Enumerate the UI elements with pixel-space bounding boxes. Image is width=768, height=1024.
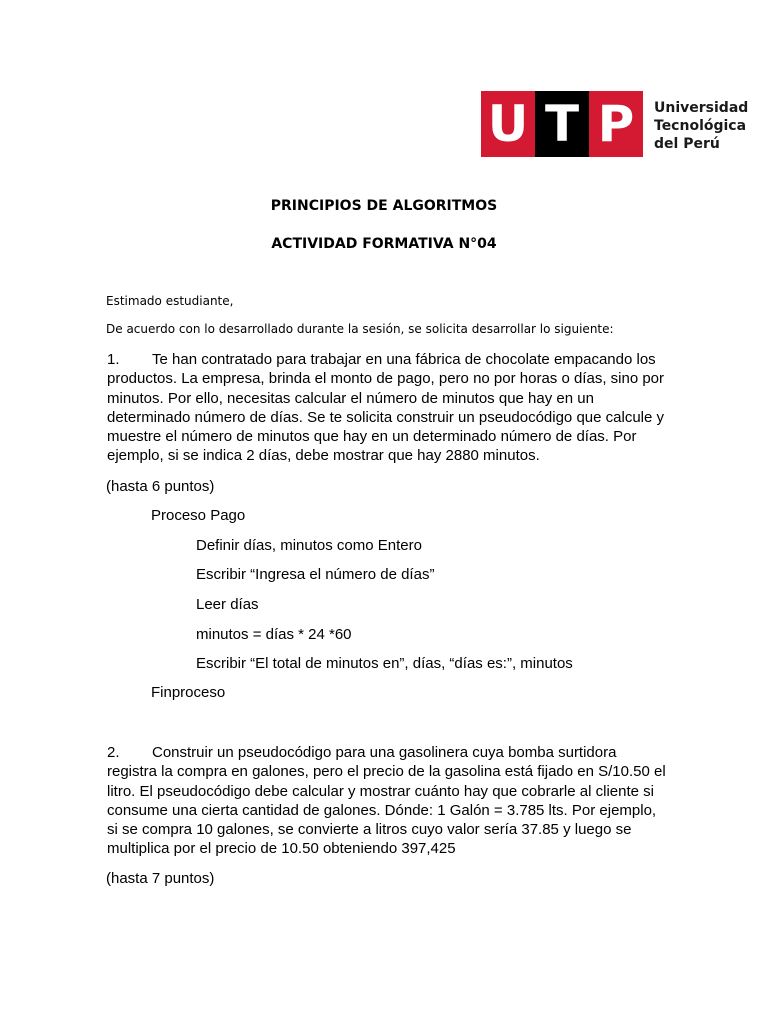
code-line: Leer días: [196, 596, 259, 613]
code-line: Definir días, minutos como Entero: [196, 537, 422, 554]
question-2-text: Construir un pseudocódigo para una gasolinera cuya bomba surtidora registra la compra en galones, pero el precio de la gasolina está fijado en S/10.50 el litro. El pseudocódigo debe calcular y mostrar cuánto hay que cobrarle al cliente si consume una cierta cantidad de galones. Dónde: 1 Galón = 3.785 lts. Por ejemplo, si se compra 10 galones, se convierte a litros cuyo valor sería 37.85 y luego se multiplica por el precio de 10.50 obteniendo 397,425: [107, 744, 666, 858]
question-2-points: (hasta 7 puntos): [106, 870, 215, 887]
code-start: Proceso Pago: [151, 507, 246, 524]
course-title: PRINCIPIOS DE ALGORITMOS: [270, 198, 498, 214]
logo-letter-u: U: [481, 91, 535, 157]
logo-university-name: [654, 99, 748, 153]
code-end: Finproceso: [151, 684, 226, 701]
logo-name-line-3: del Perú: [654, 136, 720, 152]
logo-name-line-2: Tecnológica: [654, 118, 747, 134]
question-2: [107, 743, 667, 859]
code-line: Escribir “Ingresa el número de días”: [196, 566, 435, 583]
question-1-number: 1.: [107, 351, 120, 368]
greeting: Estimado estudiante,: [106, 294, 234, 308]
question-1-points: (hasta 6 puntos): [106, 478, 215, 495]
question-1-text: Te han contratado para trabajar en una fábrica de chocolate empacando los productos. La empresa, brinda el monto de pago, pero no por horas o días, sino por minutos. Por ello, necesitas calcular el número de minutos que hay en un determinado número de días. Se te solicita construir un pseudocódigo que calcule y muestre el número de minutos que hay en un determinado número de días. Por ejemplo, si se indica 2 días, debe mostrar que hay 2880 minutos.: [107, 351, 665, 465]
logo-letter-t: T: [535, 91, 589, 157]
logo-name-line-1: Universidad: [654, 100, 749, 116]
code-line: minutos = días * 24 *60: [196, 626, 352, 643]
activity-title: ACTIVIDAD FORMATIVA N°04: [271, 236, 497, 252]
instruction: De acuerdo con lo desarrollado durante la sesión, se solicita desarrollar lo siguiente:: [106, 322, 614, 336]
question-1: [107, 350, 667, 466]
logo-letter-p: P: [589, 91, 643, 157]
utp-logo: [481, 91, 768, 157]
code-line: Escribir “El total de minutos en”, días, “días es:”, minutos: [196, 655, 573, 672]
question-2-number: 2.: [107, 744, 120, 761]
